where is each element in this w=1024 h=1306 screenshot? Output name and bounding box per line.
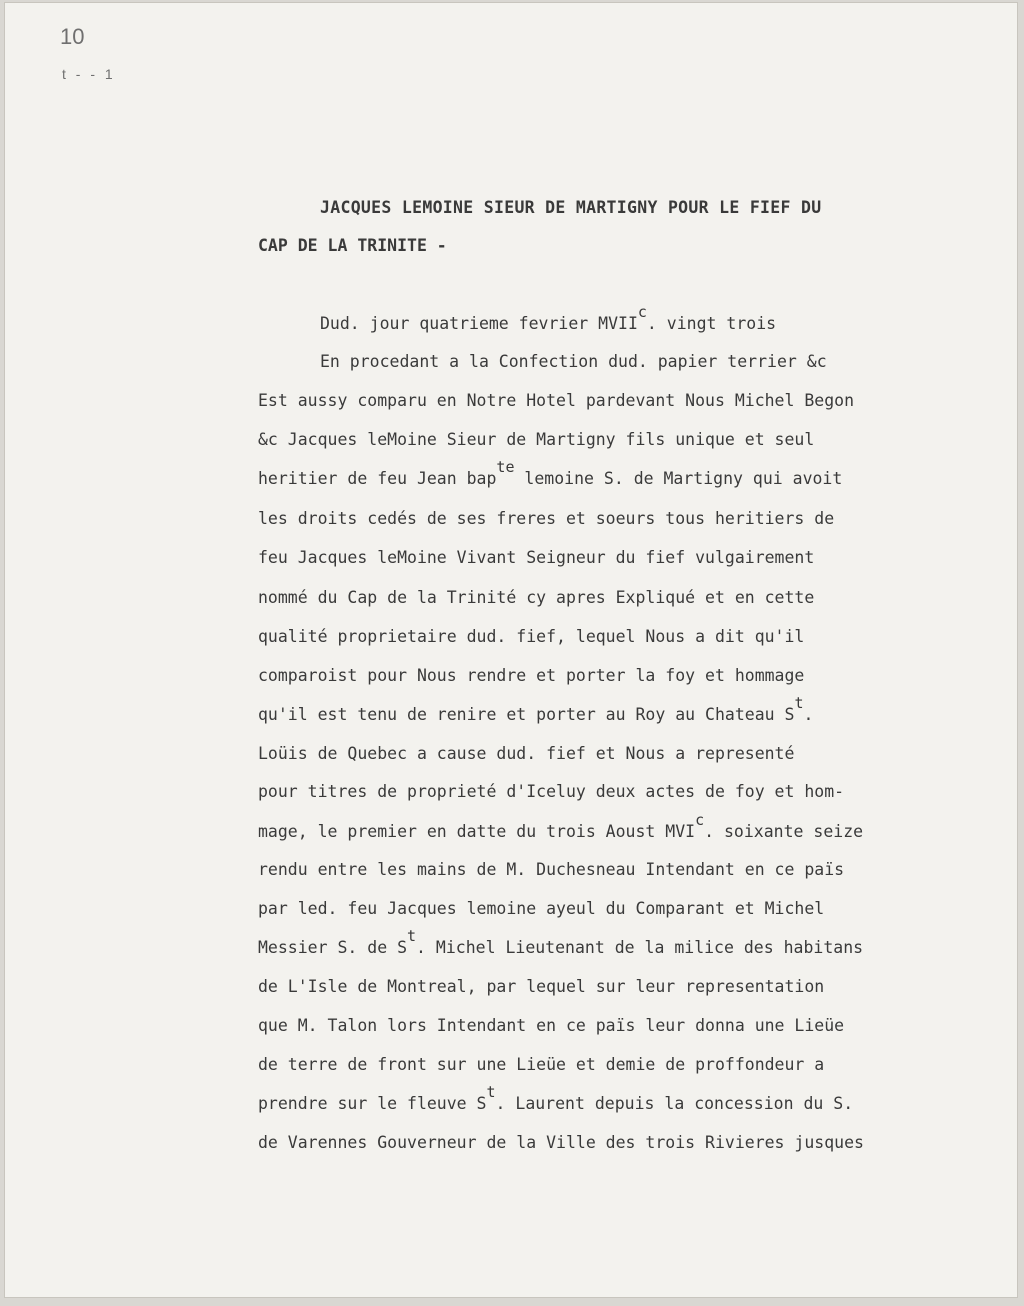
body-line-15: rendu entre les mains de M. Duchesneau Intendant en ce païs (258, 860, 845, 879)
pencil-marks: t - - 1 (62, 66, 116, 82)
body-line-2: En procedant a la Confection dud. papier terrier &c (320, 352, 827, 371)
document-page (4, 2, 1018, 1298)
body-line-21: prendre sur le fleuve St. Laurent depuis la concession du S. (258, 1083, 854, 1113)
body-line-18: de L'Isle de Montreal, par lequel sur leur representation (258, 977, 825, 996)
folio-number: 10 (60, 24, 85, 49)
body-line-12: Loüis de Quebec a cause dud. fief et Nous a representé (258, 744, 795, 763)
body-line-10: comparoist pour Nous rendre et porter la foy et hommage (258, 666, 805, 685)
body-line-14: mage, le premier en datte du trois Aoust MVIc. soixante seize (258, 811, 864, 841)
body-line-5: heritier de feu Jean bapte lemoine S. de Martigny qui avoit (258, 458, 843, 488)
title-line-1: JACQUES LEMOINE SIEUR DE MARTIGNY POUR LE FIEF DU (320, 198, 822, 217)
body-line-7: feu Jacques leMoine Vivant Seigneur du fief vulgairement (258, 548, 815, 567)
body-line-13: pour titres de proprieté d'Iceluy deux actes de foy et hom- (258, 782, 845, 801)
body-line-4: &c Jacques leMoine Sieur de Martigny fils unique et seul (258, 430, 815, 449)
body-line-6: les droits cedés de ses freres et soeurs tous heritiers de (258, 509, 835, 528)
title-line-2: CAP DE LA TRINITE - (258, 236, 447, 255)
body-line-3: Est aussy comparu en Notre Hotel pardevant Nous Michel Begon (258, 391, 855, 410)
body-line-17: Messier S. de St. Michel Lieutenant de la milice des habitans (258, 927, 864, 957)
body-line-16: par led. feu Jacques lemoine ayeul du Comparant et Michel (258, 899, 825, 918)
body-line-19: que M. Talon lors Intendant en ce païs leur donna une Lieüe (258, 1016, 845, 1035)
body-line-20: de terre de front sur une Lieüe et demie de proffondeur a (258, 1055, 825, 1074)
body-line-9: qualité proprietaire dud. fief, lequel Nous a dit qu'il (258, 627, 805, 646)
body-line-11: qu'il est tenu de renire et porter au Roy au Chateau St. (258, 694, 814, 724)
body-line-22: de Varennes Gouverneur de la Ville des trois Rivieres jusques (258, 1133, 864, 1152)
body-line-1: Dud. jour quatrieme fevrier MVIIc. vingt trois (320, 303, 777, 333)
body-line-8: nommé du Cap de la Trinité cy apres Expliqué et en cette (258, 588, 815, 607)
